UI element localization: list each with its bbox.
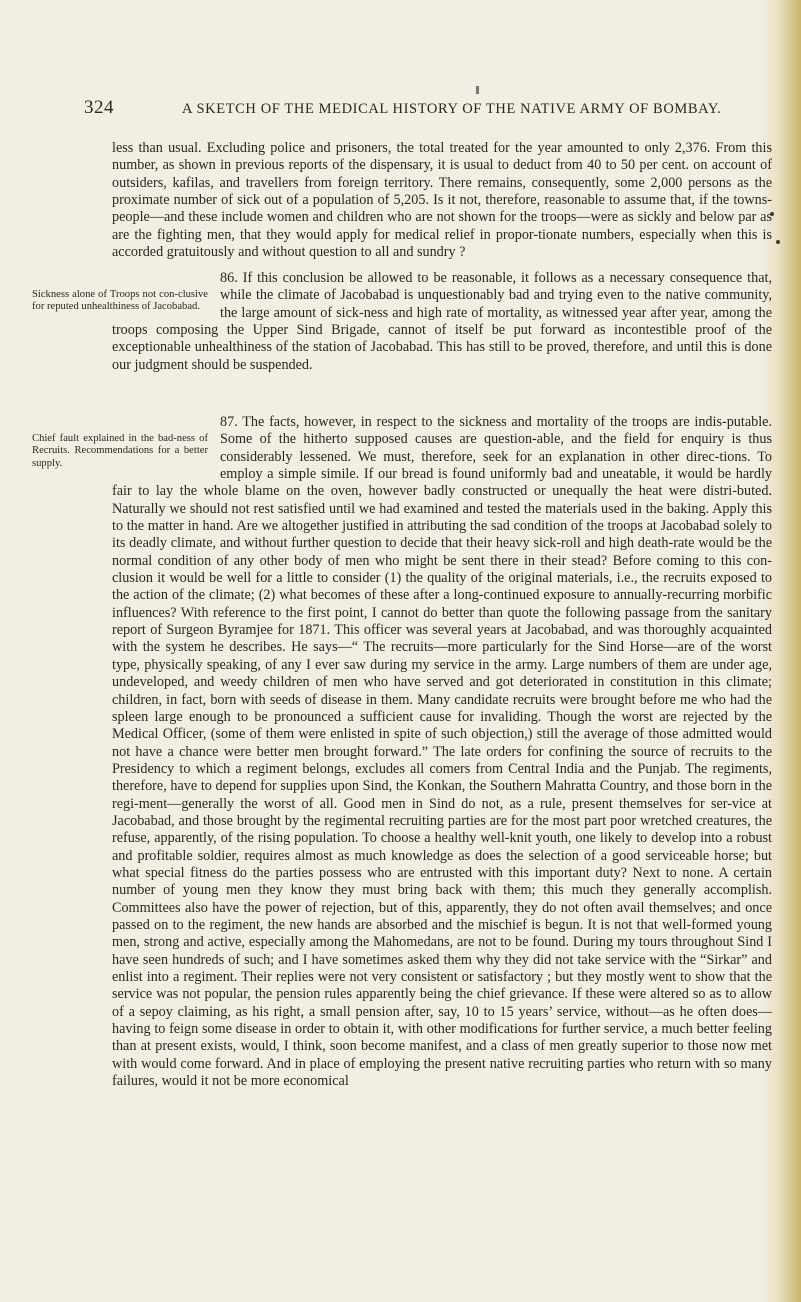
paragraph-number: 86. bbox=[220, 270, 238, 286]
paragraph-body bbox=[32, 270, 772, 374]
paragraph-87 bbox=[32, 414, 772, 1090]
paragraph-text: If this conclusion be allowed to be reasonable, it follows as a necessary consequence that, while the climate of Jacobabad is unquestionably bad and trying even to the native community, the large amount of sick-ness and high rate of mortality, as witnessed year after year, among the troops composing the Upper Sind Brigade, cannot of itself be put forward as incontestible proof of the exceptionable unhealthiness of the station of Jacobabad. This has still to be proved, therefore, and until this is done our judgment should be suspended. bbox=[112, 270, 772, 373]
running-title: A SKETCH OF THE MEDICAL HISTORY OF THE NATIVE ARMY OF BOMBAY. bbox=[182, 101, 722, 117]
paragraph-body bbox=[32, 414, 772, 1090]
ink-speck bbox=[776, 240, 780, 244]
sidenote-87: Chief fault explained in the bad-ness of Recruits. Recommendations for a better supply. bbox=[32, 433, 208, 469]
paragraph-number: 87. bbox=[220, 414, 238, 430]
sidenote-86: Sickness alone of Troops not con-clusive for reputed unhealthiness of Jacobabad. bbox=[32, 289, 208, 313]
paragraph-text: less than usual. Excluding police and prisoners, the total treated for the year amounted to only 2,376. From this number, as shown in previous reports of the dispensary, it is usual to deduct from 40 to 50 per cent. on account of outsiders, kafilas, and travellers from foreign territory. There remains, consequently, some 2,000 persons as the proximate number of sick out of a population of 5,205. Is it not, therefore, reasonable to assume that, if the towns-people—and these include women and children who are not shown for the troops—were as sickly and below par as are the fighting men, that they would apply for medical relief in propor-tionate numbers, especially when this is accorded gratuitously and without question to all and sundry ? bbox=[112, 140, 772, 261]
page-number: 324 bbox=[84, 97, 114, 118]
paragraph-86 bbox=[32, 270, 772, 374]
paragraph-continued bbox=[112, 140, 772, 261]
paragraph-text: The facts, however, in respect to the sickness and mortality of the troops are indis-putable. Some of the hitherto supposed causes are question-able, and the field for enquiry is thus considerably lessened. We must, therefore, seek for an explanation in other direc-tions. To employ a simple simile. If our bread is found uniformly bad and uneatable, it would be hardly fair to lay the whole blame on the oven, however badly constructed or unequally the heat were distri-buted. Naturally we should not rest satisfied until we had examined and tested the materials used in the baking. Apply this to the matter in hand. Are we altogether justified in attributing the sad condition of the troops at Jacobabad solely to its deadly climate, and without further question to decide that their heavy sick-roll and high death-rate would be the normal condition of any other body of men who might be sent there in their stead? Before coming to this con-clusion it would be well for a little to consider (1) the quality of the original materials, i.e., the recruits exposed to the action of the climate; (2) what becomes of these after a long-continued exposure to annually-recurring morbific influences? With reference to the first point, I cannot do better than quote the following passage from the sanitary report of Surgeon Byramjee for 1871. This officer was several years at Jacobabad, and was thoroughly acquainted with the system he describes. He says—“ The recruits—more particularly for the Sind Horse—are of the worst type, physically speaking, of any I ever saw during my service in the army. Large numbers of them are under age, undeveloped, and weedy children of men who have served and got deteriorated in constitution in this climate; children, in fact, born with seeds of disease in them. Many candidate recruits were brought before me who had the spleen large enough to be pronounced a sufficient cause for invaliding. Though the worst are rejected by the Medical Officer, (some of them were enlisted in spite of such objection,) still the average of those admitted would not have a chance were better men brought forward.” The late orders for confining the source of recruits to the Presidency to which a regiment belongs, excludes all comers from Central India and the Punjab. The regiments, therefore, have to depend for supplies upon Sind, the Konkan, the Southern Mahratta Country, and those born in the regi-ment—generally the worst of all. Good men in Sind do not, as a rule, present themselves for ser-vice at Jacobabad, and those brought by the regimental recruiting parties are for the most part poor wretched creatures, the refuse, apparently, of the rising population. To choose a healthy well-knit youth, one likely to develop into a robust and profitable soldier, requires almost as much knowledge as does the selection of a good serviceable horse; but what special fitness do the parties possess who are entrusted with this important duty? Next to none. A certain number of young men they know they must bring back with them; this much they generally accomplish. Committees also have the power of rejection, but of this, apparently, they do not often avail themselves; and once passed on to the regiment, the new hands are absorbed and the mischief is begun. It is not that well-formed young men, strong and active, especially among the Mahomedans, are not to be found. During my tours throughout Sind I have seen hundreds of such; and I have sometimes asked them why they did not take service with the “Sirkar” and enlist into a regiment. Their replies were not very consistent or satisfactory ; but they mostly went to show that the service was not popular, the pension rules apparently being the chief grievance. If these were altered so as to allow of a sepoy claiming, as his right, a small pension after, say, 10 to 15 years’ service, without—as he often does—having to feign some disease in order to obtain it, with other modifications for further service, a much better feeling than at present exists, would, I think, soon become manifest, and a class of men greatly superior to those now met with would come forward. And in place of employing the present native recruiting parties who return with so many failures, would it not be more economical bbox=[112, 414, 772, 1090]
page-header bbox=[84, 97, 764, 119]
ink-speck bbox=[476, 86, 479, 94]
